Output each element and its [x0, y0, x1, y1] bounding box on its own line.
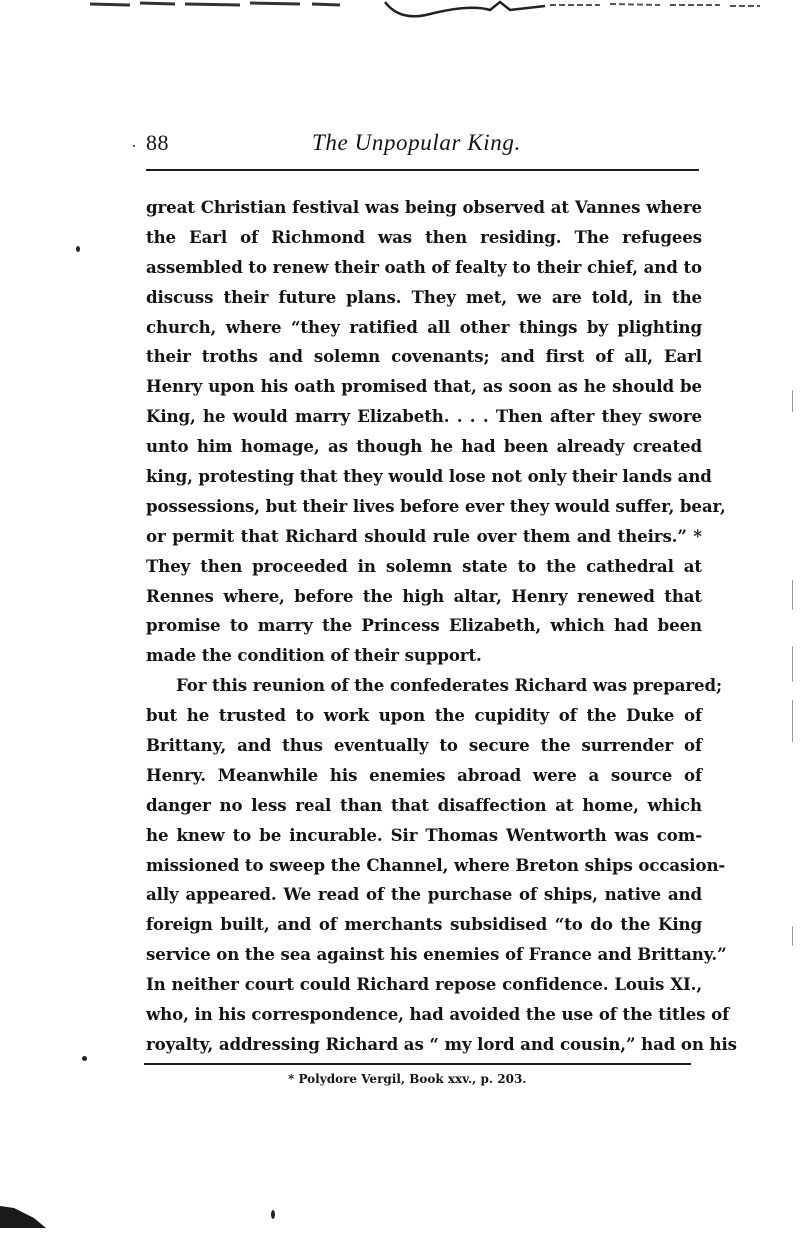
text-line: king, protesting that they would lose not only their lands and	[146, 466, 712, 487]
margin-speck	[76, 246, 80, 252]
text-line: For this reunion of the confederates Richard was prepared;	[176, 675, 723, 696]
text-line: danger no less real than that disaffection at home, which	[146, 794, 702, 815]
text-line: Henry. Meanwhile his enemies abroad were a source of	[146, 764, 702, 785]
text-line: missioned to sweep the Channel, where Breton ships occasion-	[146, 854, 726, 875]
text-line: Brittany, and thus eventually to secure the surrender of	[146, 735, 702, 756]
text-line: unto him homage, as though he had been already created	[146, 436, 702, 457]
text-line: or permit that Richard should rule over them and theirs.” *	[146, 525, 702, 546]
text-line: discuss their future plans. They met, we are told, in the	[146, 286, 702, 307]
text-line: their troths and solemn covenants; and first of all, Earl	[146, 346, 702, 367]
scan-edge-line	[792, 926, 793, 946]
scan-corner-artifact	[0, 1206, 46, 1228]
scan-edge-line	[792, 390, 793, 412]
text-line: promise to marry the Princess Elizabeth, which had been	[146, 615, 702, 636]
text-line: he knew to be incurable. Sir Thomas Wentworth was com-	[146, 824, 702, 845]
text-line: but he trusted to work upon the cupidity of the Duke of	[146, 705, 702, 726]
footnote: * Polydore Vergil, Book xxv., p. 203.	[288, 1072, 527, 1086]
text-line: In neither court could Richard repose confidence. Louis XI.,	[146, 974, 702, 995]
text-line: They then proceeded in solemn state to the cathedral at	[146, 555, 702, 576]
text-line: the Earl of Richmond was then residing. The refugees	[146, 226, 702, 247]
scan-edge-line	[792, 700, 793, 742]
text-line: royalty, addressing Richard as “ my lord and cousin,” had on his	[146, 1033, 737, 1054]
text-line: made the condition of their support.	[146, 645, 482, 666]
text-line: who, in his correspondence, had avoided the use of the titles of	[146, 1004, 730, 1025]
text-line: Rennes where, before the high altar, Henry renewed that	[146, 585, 702, 606]
body-text	[146, 193, 737, 1060]
text-line: possessions, but their lives before ever they would suffer, bear,	[146, 495, 726, 516]
margin-speck	[271, 1210, 275, 1219]
scan-top-edge	[0, 0, 800, 26]
text-line: church, where “they ratified all other things by plighting	[146, 316, 702, 337]
page-number: 88	[146, 130, 169, 155]
margin-speck	[133, 145, 135, 147]
text-line: foreign built, and of merchants subsidised “to do the King	[146, 914, 702, 935]
text-line: King, he would marry Elizabeth. . . . Then after they swore	[146, 406, 702, 427]
text-line: great Christian festival was being observed at Vannes where	[146, 197, 702, 217]
margin-speck	[82, 1056, 87, 1061]
scan-edge-line	[792, 646, 793, 682]
scan-edge-line	[792, 580, 793, 610]
page-header	[140, 128, 700, 162]
header-rule	[146, 169, 699, 171]
running-title: The Unpopular King.	[312, 130, 521, 155]
text-line: Henry upon his oath promised that, as soon as he should be	[146, 376, 702, 397]
footnote-rule	[144, 1063, 691, 1065]
text-line: ally appeared. We read of the purchase of ships, native and	[146, 884, 702, 905]
text-line: service on the sea against his enemies of France and Brittany.”	[146, 944, 727, 965]
text-line: assembled to renew their oath of fealty to their chief, and to	[146, 256, 702, 277]
